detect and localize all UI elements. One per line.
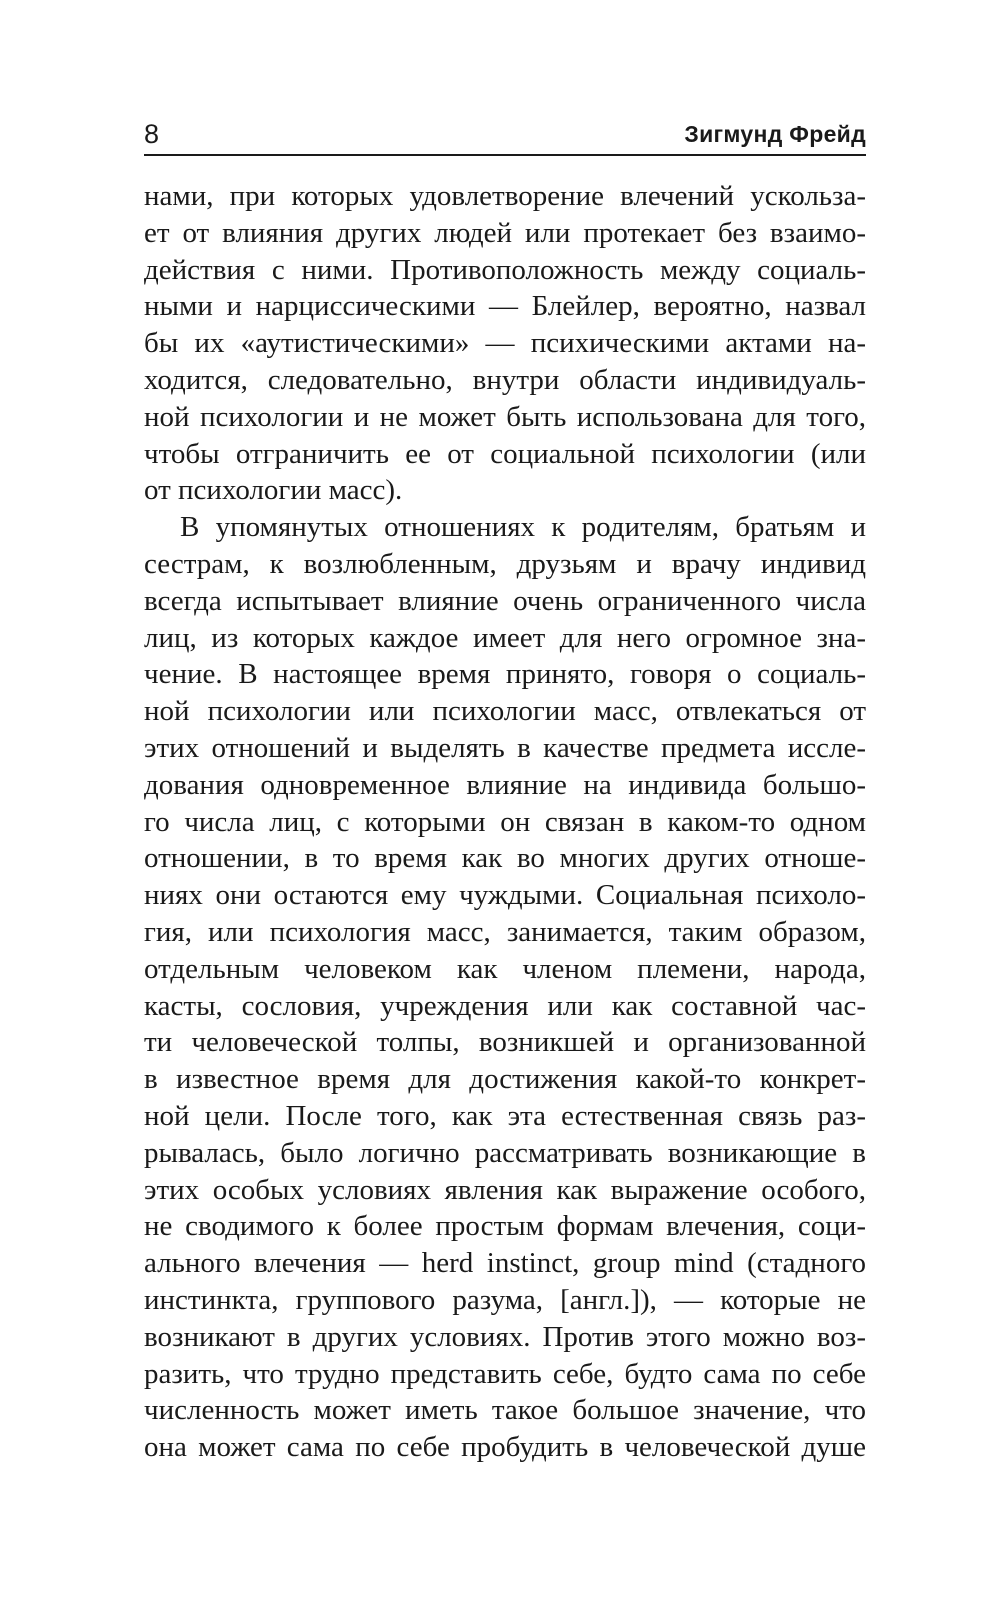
text-line: ной психологии и не может быть использована для того, <box>144 400 866 433</box>
text-line: всегда испытывает влияние очень ограниченного числа <box>144 584 866 617</box>
text-line: разить, что трудно представить себе, будто сама по себе <box>144 1357 866 1390</box>
text-line: этих отношений и выделять в качестве предмета иссле- <box>144 731 866 764</box>
text-line: дования одновременное влияние на индивида большо- <box>144 768 866 801</box>
text-line: ходится, следовательно, внутри области индивидуаль- <box>144 363 866 396</box>
running-header <box>144 118 866 156</box>
paragraph-2 <box>144 509 866 1466</box>
text-line: отношении, в то время как во многих других отноше- <box>144 842 866 875</box>
page-number: 8 <box>144 119 160 149</box>
text-line: отдельным человеком как членом племени, народа, <box>144 952 866 985</box>
body-text <box>144 178 866 1466</box>
text-line: гия, или психология масс, занимается, таким образом, <box>144 915 866 948</box>
text-line: ной цели. После того, как эта естественная связь раз- <box>144 1099 866 1132</box>
text-line: численность может иметь такое большое значение, что <box>144 1394 866 1427</box>
text-line: касты, сословия, учреждения или как составной час- <box>144 989 866 1022</box>
text-line: действия с ними. Противоположность между социаль- <box>144 253 866 286</box>
text-line: бы их «аутистическими» — психическими актами на- <box>144 327 866 360</box>
text-line: ти человеческой толпы, возникшей и организованной <box>144 1026 866 1059</box>
text-line: ет от влияния других людей или протекает без взаимо- <box>144 216 866 249</box>
text-line: ными и нарциссическими — Блейлер, вероятно, назвал <box>144 290 866 323</box>
text-line: го числа лиц, с которыми он связан в каком-то одном <box>144 805 866 838</box>
text-line: чтобы отграничить ее от социальной психологии (или <box>144 437 866 470</box>
text-line: нами, при которых удовлетворение влечений ускольза- <box>144 180 866 212</box>
text-line: сестрам, к возлюбленным, друзьям и врачу индивид <box>144 547 866 580</box>
header-author: Зигмунд Фрейд <box>684 121 866 147</box>
text-line: возникают в других условиях. Против этого можно воз- <box>144 1320 866 1353</box>
text-line: в известное время для достижения какой-то конкрет- <box>144 1063 866 1096</box>
text-line: рывалась, было логично рассматривать возникающие в <box>144 1136 866 1169</box>
text-line: чение. В настоящее время принято, говоря о социаль- <box>144 658 866 691</box>
text-line: не сводимого к более простым формам влечения, соци- <box>144 1210 866 1243</box>
text-line: лиц, из которых каждое имеет для него огромное зна- <box>144 621 866 654</box>
text-line: В упомянутых отношениях к родителям, братьям и <box>180 511 866 544</box>
text-line: от психологии масс). <box>144 474 403 507</box>
paragraph-1 <box>144 178 866 509</box>
text-line: этих особых условиях явления как выражение особого, <box>144 1173 866 1206</box>
text-line: ниях они остаются ему чуждыми. Социальная психоло- <box>144 879 866 912</box>
text-line: ной психологии или психологии масс, отвлекаться от <box>144 695 866 728</box>
text-line: ального влечения — herd instinct, group mind (стадного <box>144 1247 866 1280</box>
text-line: она может сама по себе пробудить в человеческой душе <box>144 1431 866 1464</box>
text-line: инстинкта, группового разума, [англ.]), — которые не <box>144 1283 866 1316</box>
